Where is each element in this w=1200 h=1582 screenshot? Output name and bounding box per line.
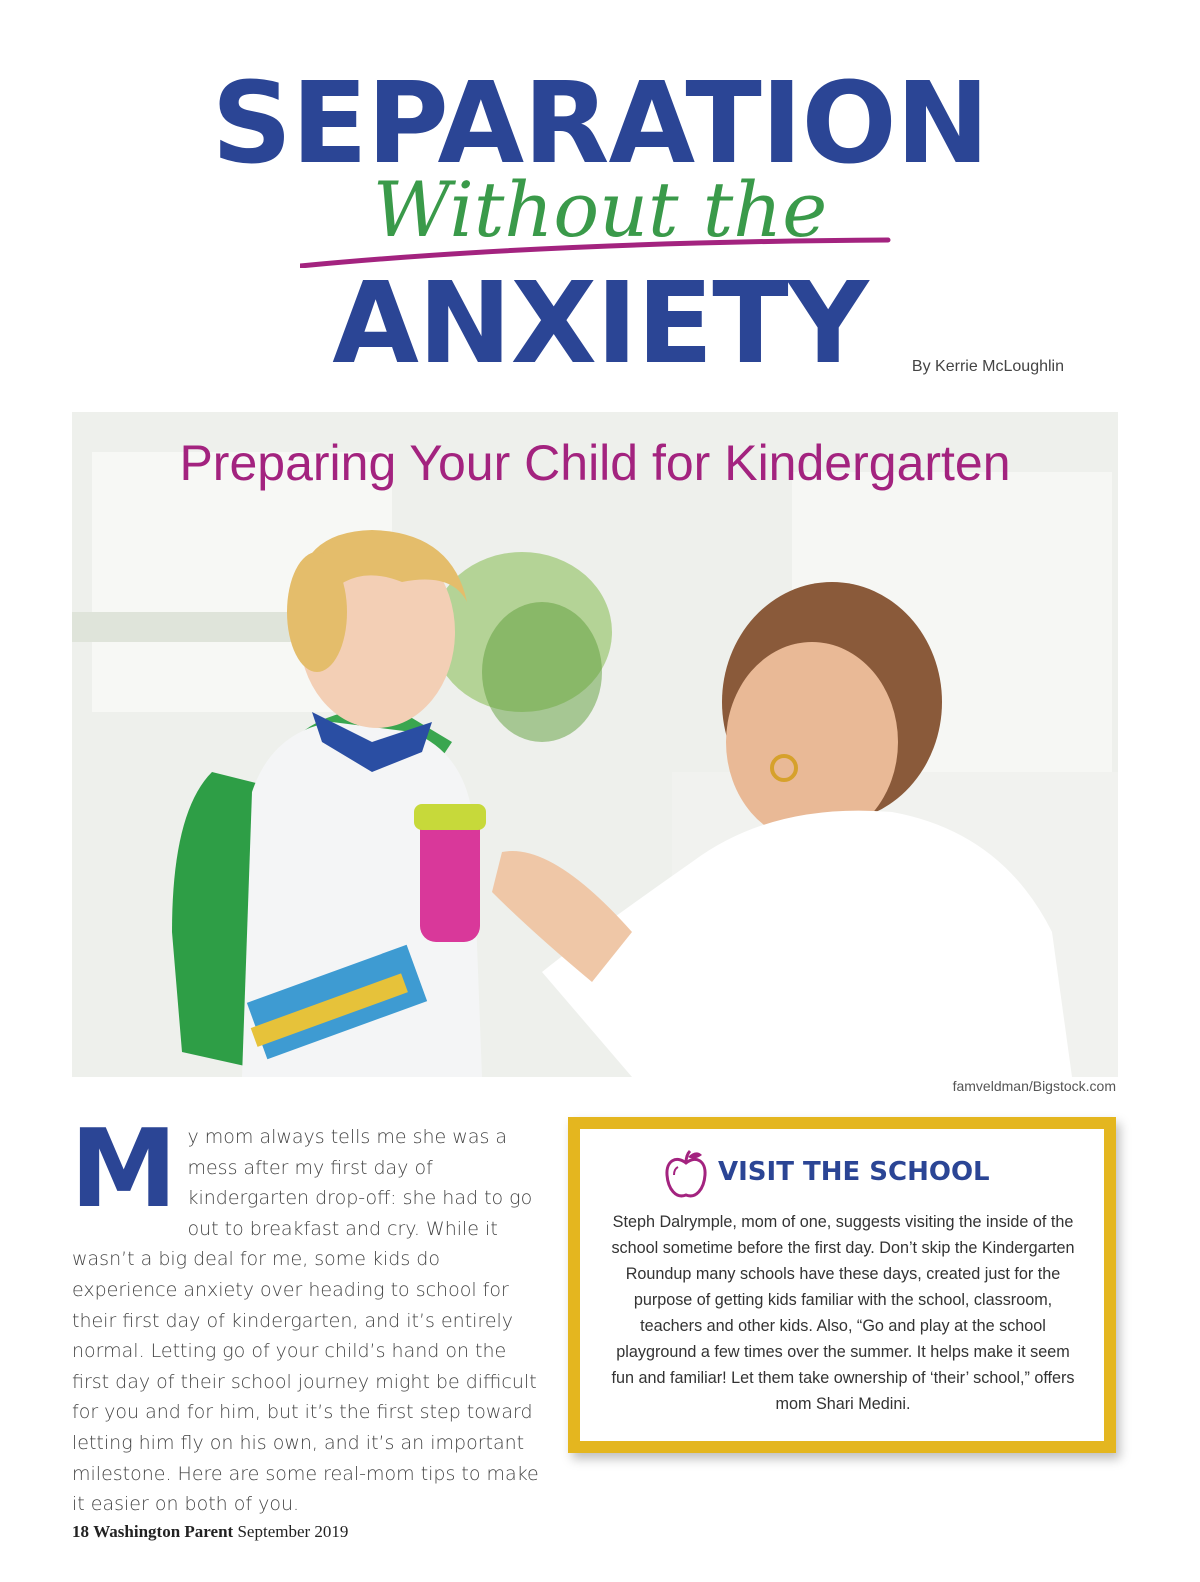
hero-photo (72, 412, 1118, 1077)
issue-date: September 2019 (237, 1522, 349, 1541)
sidebar-visit-the-school (568, 1117, 1116, 1453)
sidebar-text: Steph Dalrymple, mom of one, suggests visiting the inside of the school sometime before the first day. Don’t skip the Kindergarten Roundup many schools have these days, created just for the purpose of getting kids familiar with the school, classroom, teachers and other kids. Also, “Go and play at the school playground a few times over the summer. It helps make it seem fun and familiar! Let them take ownership of ‘their’ school,” offers mom Shari Medini. (611, 1213, 1075, 1413)
hero-subtitle: Preparing Your Child for Kindergarten (179, 435, 1011, 491)
page-number: 18 (72, 1522, 89, 1541)
publication-name: Washington Parent (93, 1522, 234, 1541)
sidebar-title: VISIT THE SCHOOL (718, 1157, 990, 1187)
drop-cap: M (70, 1107, 178, 1232)
article-intro-text: y mom always tells me she was a mess after my first day of kindergarten drop-off: she had to go out to breakfast and cry. While it wasn’t a big deal for me, some kids do experience anxiety over heading to school for their first day of kindergarten, and it’s entirely normal. Letting go of your child’s hand on the first day of their school journey might be difficult for you and for him, but it’s the first step toward letting him fly on his own, and it’s an important milestone. Here are some real-mom tips to make it easier on both of you. (72, 1126, 539, 1516)
apple-icon (664, 1147, 708, 1201)
page-footer (72, 1522, 348, 1542)
byline: By Kerrie McLoughlin (911, 358, 1064, 375)
sidebar-header (580, 1147, 1104, 1197)
article-intro (70, 1107, 542, 1520)
title-anxiety: ANXIETY (332, 259, 868, 389)
title-without-the: Without the (372, 165, 828, 254)
photo-credit: famveldman/Bigstock.com (952, 1078, 1116, 1094)
hero-illustration (72, 412, 1118, 1077)
title-separation: SEPARATION (211, 59, 989, 189)
